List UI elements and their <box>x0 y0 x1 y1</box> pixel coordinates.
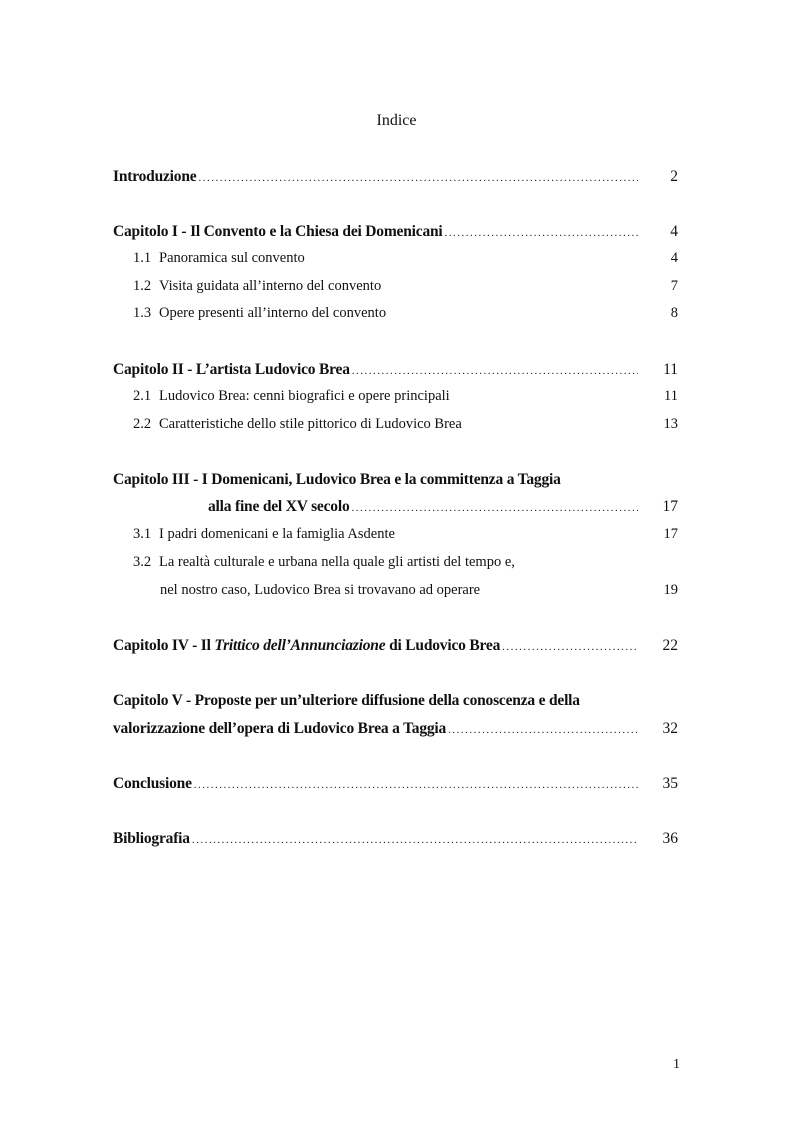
section-number: 2.1 <box>133 388 152 404</box>
chapter-title: Il Convento e la Chiesa dei Domenicani <box>190 223 443 240</box>
toc-subentry-2-2 <box>133 416 678 438</box>
section-title: La realtà culturale e urbana nella quale gli artisti del tempo e, <box>159 554 515 570</box>
toc-label <box>113 361 350 379</box>
section-number: 3.2 <box>133 554 152 570</box>
section-title: Visita guidata all’interno del convento <box>159 278 382 294</box>
toc-entry-capitolo-2 <box>113 361 678 383</box>
section-number: 3.1 <box>133 526 152 542</box>
toc-label: Conclusione <box>113 775 192 792</box>
leader-dots <box>502 641 638 653</box>
toc-page-number: 22 <box>662 637 678 654</box>
toc-page-number: 11 <box>663 361 678 378</box>
toc-page-number: 4 <box>670 250 678 266</box>
section-number: 1.1 <box>133 250 152 266</box>
toc-subentry-1-3 <box>133 305 678 327</box>
leader-dots <box>352 502 639 514</box>
chapter-title: L’artista Ludovico Brea <box>195 361 350 378</box>
toc-page-number: 32 <box>662 720 678 737</box>
toc-entry-conclusione <box>113 775 678 797</box>
section-title: Panoramica sul convento <box>159 250 305 266</box>
toc-page-number: 7 <box>670 278 678 294</box>
toc-subentry-3-1 <box>133 526 678 548</box>
toc-entry-introduzione <box>113 168 678 190</box>
toc-entry-capitolo-3 <box>113 471 678 493</box>
section-title: Opere presenti all’interno del convento <box>159 305 387 321</box>
toc-label: Introduzione <box>113 168 197 185</box>
chapter-prefix: Capitolo II - <box>113 361 196 378</box>
chapter-prefix: Capitolo IV - Il <box>113 637 215 654</box>
toc-page-number: 36 <box>662 830 678 847</box>
toc-page-number: 17 <box>663 526 678 542</box>
leader-dots <box>445 227 638 239</box>
toc-page-number: 35 <box>662 775 678 792</box>
chapter-prefix: Capitolo I - <box>113 223 191 240</box>
section-title: Ludovico Brea: cenni biografici e opere principali <box>159 388 450 404</box>
toc-page-number: 19 <box>663 582 678 598</box>
toc-entry-capitolo-3-cont <box>208 498 678 520</box>
toc-page-number: 8 <box>670 305 678 321</box>
footer-page-number: 1 <box>673 1057 680 1072</box>
section-number: 1.2 <box>133 278 152 294</box>
toc-subentry-1-2 <box>133 278 678 300</box>
toc-page-number: 11 <box>664 388 678 404</box>
leader-dots <box>192 834 638 846</box>
toc-page-number: 4 <box>670 223 678 240</box>
page-title: Indice <box>376 112 417 129</box>
toc-entry-capitolo-1 <box>113 223 678 245</box>
toc-label-continuation: alla fine del XV secolo <box>208 498 350 515</box>
leader-dots <box>352 365 638 377</box>
toc-subentry-1-1 <box>133 250 678 272</box>
toc-page-number: 13 <box>663 416 678 432</box>
toc-entry-capitolo-4 <box>113 637 678 659</box>
toc-subentry-3-2 <box>133 554 678 576</box>
toc-entry-capitolo-5-cont <box>113 720 678 742</box>
toc-label <box>113 637 500 655</box>
toc-label-continuation: valorizzazione dell’opera di Ludovico Brea a Taggia <box>113 720 447 737</box>
toc-page-number: 17 <box>662 498 678 515</box>
toc-label: Capitolo V - Proposte per un’ulteriore diffusione della conoscenza e della <box>113 692 580 709</box>
toc-page-number: 2 <box>670 168 678 185</box>
toc-label: Capitolo III - I Domenicani, Ludovico Brea e la committenza a Taggia <box>113 471 561 488</box>
chapter-title-italic: Trittico dell’Annunciazione <box>214 637 386 654</box>
section-title: Caratteristiche dello stile pittorico di Ludovico Brea <box>159 416 462 432</box>
leader-dots <box>198 172 638 184</box>
leader-dots <box>194 779 638 791</box>
toc-subentry-2-1 <box>133 388 678 410</box>
leader-dots <box>448 724 638 736</box>
section-title-continuation: nel nostro caso, Ludovico Brea si trovavano ad operare <box>160 582 481 598</box>
chapter-title-suffix: di Ludovico Brea <box>385 637 501 654</box>
section-number: 2.2 <box>133 416 152 432</box>
section-title: I padri domenicani e la famiglia Asdente <box>159 526 395 542</box>
toc-entry-capitolo-5 <box>113 692 678 714</box>
toc-entry-bibliografia <box>113 830 678 852</box>
section-number: 1.3 <box>133 305 152 321</box>
toc-subentry-3-2-cont <box>160 582 678 604</box>
toc-label <box>113 223 443 241</box>
toc-label: Bibliografia <box>113 830 190 847</box>
